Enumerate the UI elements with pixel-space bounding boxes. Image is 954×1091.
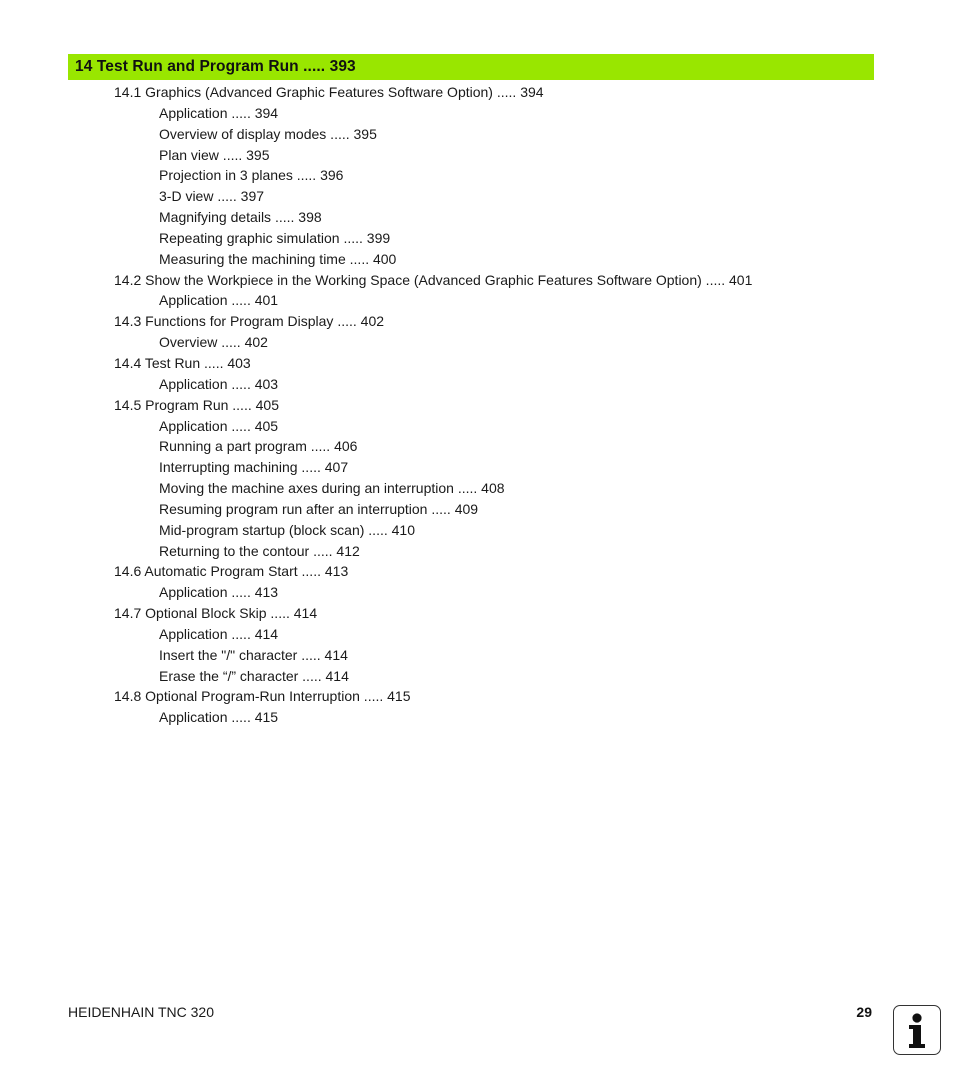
toc-subsection-entry[interactable]: Repeating graphic simulation ..... 399 bbox=[159, 229, 391, 246]
toc-section-entry[interactable]: 14.3 Functions for Program Display ..... 402 bbox=[114, 313, 385, 330]
toc-subsection-entry[interactable]: Measuring the machining time ..... 400 bbox=[159, 250, 397, 267]
toc-section-entry[interactable]: 14.5 Program Run ..... 405 bbox=[114, 396, 279, 413]
toc-section-entry[interactable]: 14.8 Optional Program-Run Interruption ..... 415 bbox=[114, 688, 411, 705]
toc-subsection-entry[interactable]: Mid-program startup (block scan) ..... 410 bbox=[159, 521, 415, 538]
toc-subsection-entry[interactable]: 3-D view ..... 397 bbox=[159, 188, 265, 205]
info-icon-glyph bbox=[894, 1006, 939, 1053]
toc-subsection-entry[interactable]: Application ..... 403 bbox=[159, 375, 279, 392]
toc-subsection-entry[interactable]: Erase the “/” character ..... 414 bbox=[159, 667, 349, 684]
toc-subsection-entry[interactable]: Projection in 3 planes ..... 396 bbox=[159, 167, 344, 184]
toc-section-entry[interactable]: 14.2 Show the Workpiece in the Working Space (Advanced Graphic Features Software Option) ..... 401 bbox=[114, 271, 753, 288]
toc-subsection-entry[interactable]: Moving the machine axes during an interruption ..... 408 bbox=[159, 480, 505, 497]
toc-subsection-entry[interactable]: Insert the "/" character ..... 414 bbox=[159, 646, 348, 663]
page-number: 29 bbox=[856, 1004, 872, 1020]
footer-product-name: HEIDENHAIN TNC 320 bbox=[68, 1004, 215, 1020]
chapter-title: 14 Test Run and Program Run ..... 393 bbox=[75, 58, 356, 75]
toc-subsection-entry[interactable]: Returning to the contour ..... 412 bbox=[159, 542, 360, 559]
toc-subsection-entry[interactable]: Application ..... 401 bbox=[159, 292, 279, 309]
table-of-contents bbox=[0, 82, 954, 728]
toc-subsection-entry[interactable]: Interrupting machining ..... 407 bbox=[159, 459, 349, 476]
toc-section-entry[interactable]: 14.4 Test Run ..... 403 bbox=[114, 354, 251, 371]
toc-subsection-entry[interactable]: Application ..... 394 bbox=[159, 104, 279, 121]
toc-subsection-entry[interactable]: Overview ..... 402 bbox=[159, 334, 268, 351]
toc-subsection-entry[interactable]: Application ..... 405 bbox=[159, 417, 279, 434]
toc-subsection-entry[interactable]: Running a part program ..... 406 bbox=[159, 438, 358, 455]
toc-section-entry[interactable]: 14.1 Graphics (Advanced Graphic Features Software Option) ..... 394 bbox=[114, 84, 544, 100]
toc-subsection-entry[interactable]: Application ..... 414 bbox=[159, 625, 279, 642]
toc-subsection-entry[interactable]: Application ..... 415 bbox=[159, 709, 279, 726]
info-icon bbox=[893, 1005, 941, 1055]
toc-subsection-entry[interactable]: Application ..... 413 bbox=[159, 584, 279, 601]
toc-section-entry[interactable]: 14.7 Optional Block Skip ..... 414 bbox=[114, 605, 318, 622]
toc-section-entry[interactable]: 14.6 Automatic Program Start ..... 413 bbox=[114, 563, 349, 580]
toc-subsection-entry[interactable]: Overview of display modes ..... 395 bbox=[159, 125, 377, 142]
toc-subsection-entry[interactable]: Magnifying details ..... 398 bbox=[159, 209, 322, 226]
toc-subsection-entry[interactable]: Resuming program run after an interruption ..... 409 bbox=[159, 500, 479, 517]
toc-subsection-entry[interactable]: Plan view ..... 395 bbox=[159, 146, 270, 163]
chapter-heading-bar bbox=[68, 54, 874, 80]
